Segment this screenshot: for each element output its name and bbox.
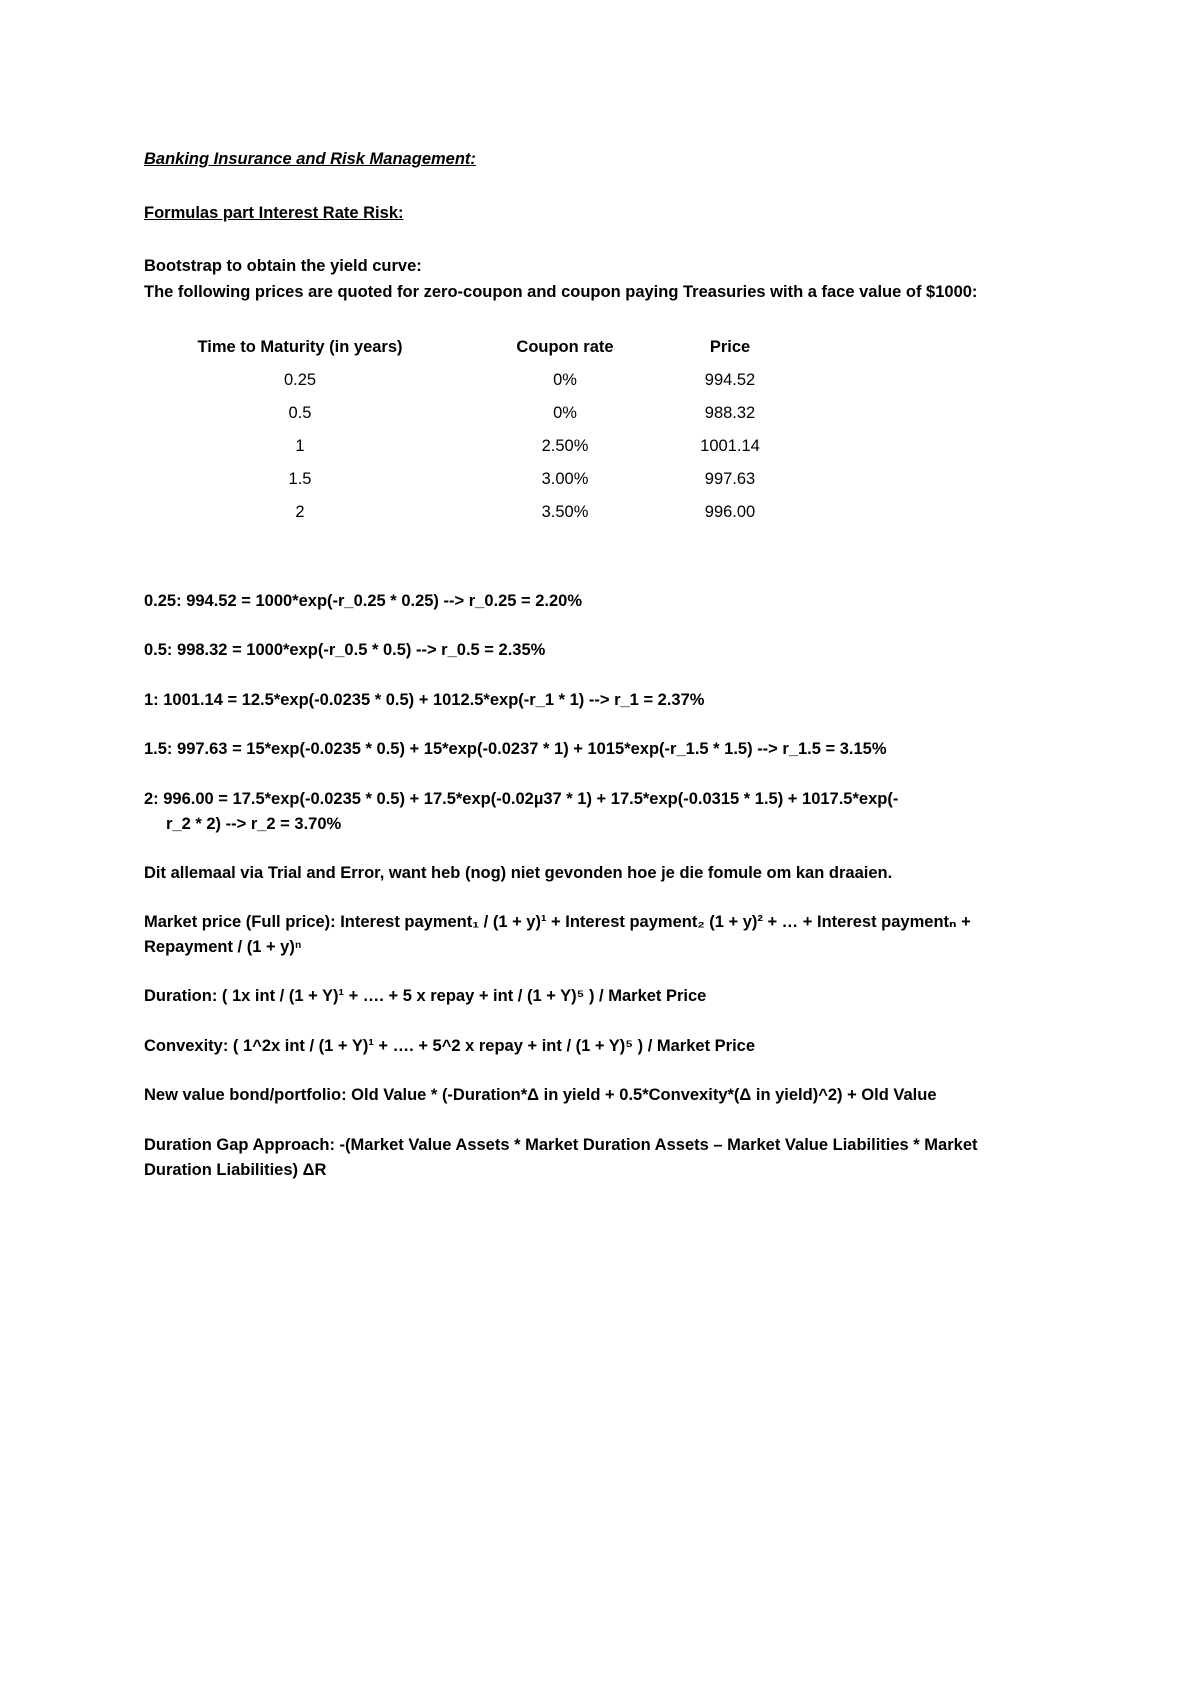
- duration-gap-line2: Duration Liabilities) ΔR: [144, 1161, 327, 1179]
- calc-line-15: 1.5: 997.63 = 15*exp(-0.0235 * 0.5) + 15*exp(-0.0237 * 1) + 1015*exp(-r_1.5 * 1.5) --> r_1.5 = 3.15%: [144, 740, 887, 758]
- new-value-formula: New value bond/portfolio: Old Value * (-Duration*Δ in yield + 0.5*Convexity*(Δ in yield)^2) + Old Value: [144, 1086, 937, 1104]
- table-cell: 0.5: [288, 404, 312, 422]
- table-cell: 3.50%: [541, 503, 589, 521]
- section-heading: Formulas part Interest Rate Risk:: [144, 204, 404, 222]
- calc-line-025: 0.25: 994.52 = 1000*exp(-r_0.25 * 0.25) --> r_0.25 = 2.20%: [144, 592, 583, 610]
- calc-line-1: 1: 1001.14 = 12.5*exp(-0.0235 * 0.5) + 1012.5*exp(-r_1 * 1) --> r_1 = 2.37%: [144, 691, 705, 709]
- duration-gap-line1: Duration Gap Approach: -(Market Value Assets * Market Duration Assets – Market Value Liabilities * Market: [144, 1136, 978, 1154]
- duration-formula: Duration: ( 1x int / (1 + Y)¹ + …. + 5 x repay + int / (1 + Y)⁵ ) / Market Price: [144, 987, 707, 1005]
- table-row: [150, 364, 780, 397]
- table-cell: 0%: [553, 404, 577, 422]
- bootstrap-heading: Bootstrap to obtain the yield curve:: [144, 257, 422, 275]
- column-header: Price: [709, 337, 751, 356]
- note-text: Dit allemaal via Trial and Error, want heb (nog) niet gevonden hoe je die fomule om kan draaien.: [144, 864, 893, 882]
- table-cell: 1: [295, 437, 305, 455]
- table-cell: 2.50%: [541, 437, 589, 455]
- table-row: [150, 463, 780, 496]
- convexity-formula: Convexity: ( 1^2x int / (1 + Y)¹ + …. + 5^2 x repay + int / (1 + Y)⁵ ) / Market Price: [144, 1037, 756, 1055]
- calc-line-2: 2: 996.00 = 17.5*exp(-0.0235 * 0.5) + 17.5*exp(-0.02µ37 * 1) + 17.5*exp(-0.0315 * 1.5) + 1017.5*exp(-: [144, 790, 899, 808]
- column-header: Coupon rate: [516, 337, 614, 356]
- column-header: Time to Maturity (in years): [197, 337, 403, 356]
- market-price-formula-cont: Repayment / (1 + y)ⁿ: [144, 938, 302, 956]
- price-table: [150, 330, 780, 529]
- table-cell: 1.5: [288, 470, 312, 488]
- intro-text: The following prices are quoted for zero-coupon and coupon paying Treasuries with a face value of $1000:: [144, 283, 978, 301]
- table-cell: 997.63: [704, 470, 756, 488]
- market-price-formula: Market price (Full price): Interest payment₁ / (1 + y)¹ + Interest payment₂ (1 + y)² + … + Interest paymentₙ +: [144, 913, 971, 931]
- calc-line-05: 0.5: 998.32 = 1000*exp(-r_0.5 * 0.5) --> r_0.5 = 2.35%: [144, 641, 546, 659]
- table-cell: 0.25: [283, 371, 317, 389]
- table-cell: 988.32: [704, 404, 756, 422]
- table-cell: 996.00: [704, 503, 756, 521]
- table-row: [150, 496, 780, 529]
- calc-line-2-cont: r_2 * 2) --> r_2 = 3.70%: [166, 815, 342, 833]
- table-row: [150, 397, 780, 430]
- document-title: Banking Insurance and Risk Management:: [144, 150, 476, 168]
- table-cell: 994.52: [704, 371, 756, 389]
- table-cell: 1001.14: [700, 437, 760, 455]
- table-header-row: [150, 330, 780, 364]
- table-cell: 2: [295, 503, 305, 521]
- table-cell: 0%: [553, 371, 577, 389]
- table-row: [150, 430, 780, 463]
- table-cell: 3.00%: [541, 470, 589, 488]
